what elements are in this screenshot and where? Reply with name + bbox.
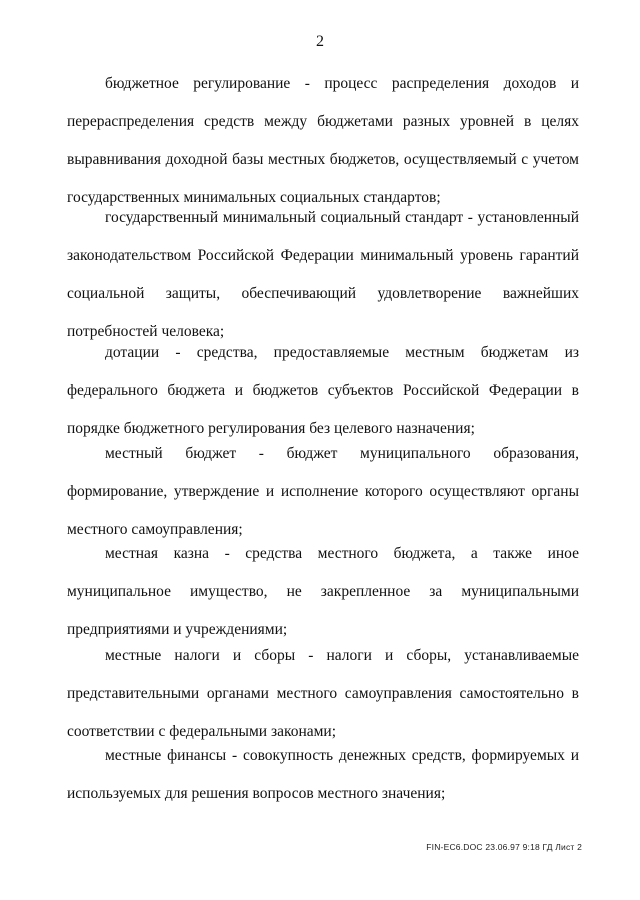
paragraph-local-taxes: местные налоги и сборы - налоги и сборы, устанавливаемые представительными органами местного самоуправления самостоятельно в соответствии с федеральными законами; [67,647,579,740]
paragraph-subsidies: дотации - средства, предоставляемые местным бюджетам из федерального бюджета и бюджетов субъектов Российской Федерации в порядке бюджетного регулирования без целевого назначения; [67,344,579,437]
page-number: 2 [316,33,324,50]
paragraph-budget-regulation: бюджетное регулирование - процесс распределения доходов и перераспределения средств между бюджетами разных уровней в целях выравнивания доходной базы местных бюджетов, осуществляемый с учетом государственных минимальных социальных стандартов; [67,75,579,206]
footer-file-info: FIN-EC6.DOC 23.06.97 9:18 ГД Лист 2 [426,842,582,852]
paragraph-local-finance: местные финансы - совокупность денежных средств, формируемых и используемых для решения вопросов местного значения; [67,747,579,802]
paragraph-local-treasury: местная казна - средства местного бюджета, а также иное муниципальное имущество, не закрепленное за муниципальными предприятиями и учреждениями; [67,545,579,638]
paragraph-local-budget: местный бюджет - бюджет муниципального образования, формирование, утверждение и исполнение которого осуществляют органы местного самоуправления; [67,445,579,538]
paragraph-social-standard: государственный минимальный социальный стандарт - установленный законодательством Российской Федерации минимальный уровень гарантий социальной защиты, обеспечивающий удовлетворение важнейших потребностей человека; [67,209,579,340]
